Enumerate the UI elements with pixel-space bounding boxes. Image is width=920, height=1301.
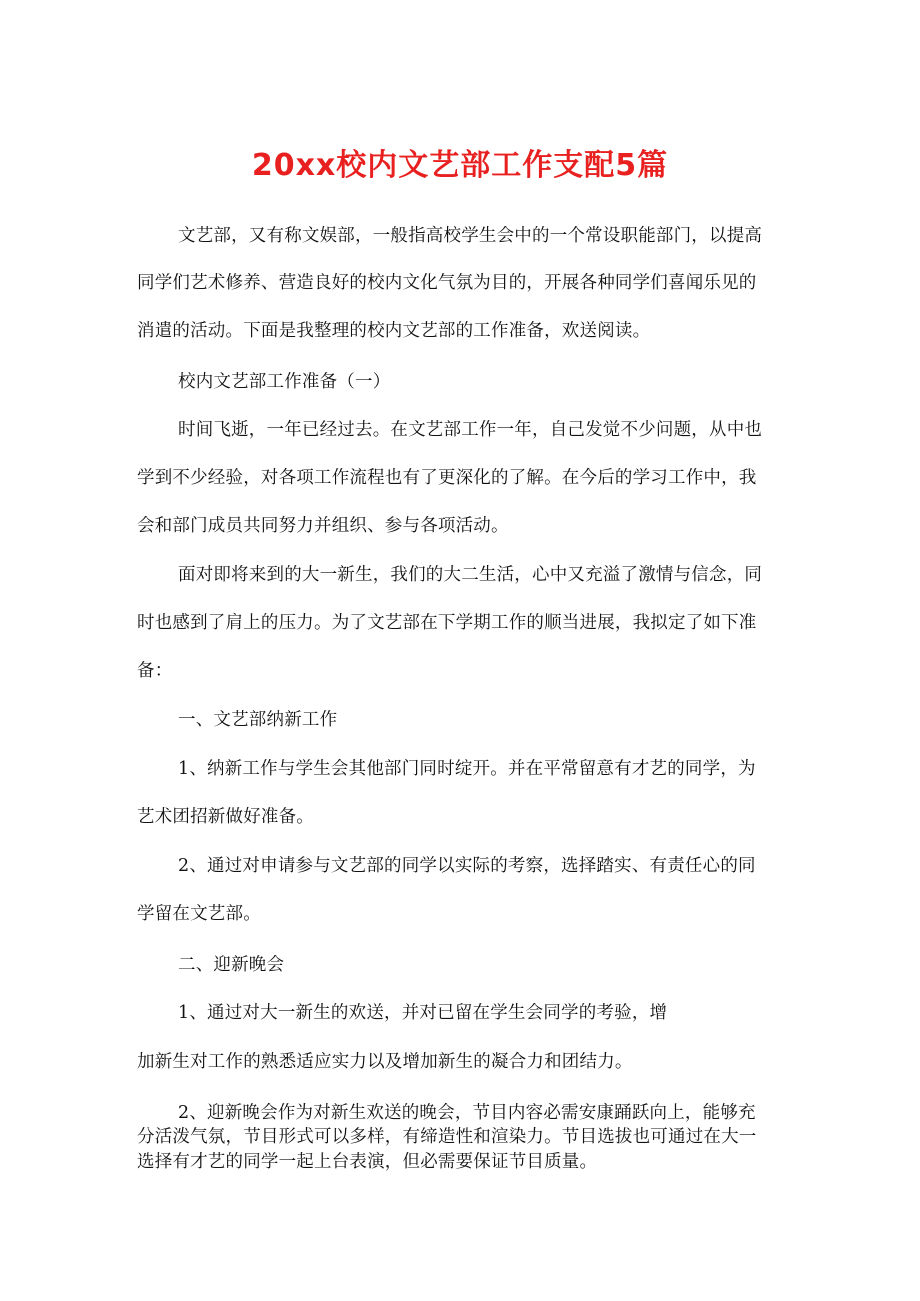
para-2-line-3: 备： — [137, 661, 173, 681]
item-2-2-line-1: 2、迎新晚会作为对新生欢送的晚会，节目内容必需安康踊跃向上，能够充 — [178, 1103, 756, 1123]
document-title: 20xx校内文艺部工作支配5篇 — [251, 148, 669, 183]
intro-line-2: 同学们艺术修养、营造良好的校内文化气氛为目的，开展各种同学们喜闻乐见的 — [137, 273, 757, 293]
item-1-1-line-2: 艺术团招新做好准备。 — [137, 807, 314, 827]
item-1-2-line-1: 2、通过对申请参与文艺部的同学以实际的考察，选择踏实、有责任心的同 — [178, 856, 756, 876]
item-2-1-line-1: 1、通过对大一新生的欢送，并对已留在学生会同学的考验，增 — [178, 1003, 668, 1023]
intro-line-3: 消遣的活动。下面是我整理的校内文艺部的工作准备，欢送阅读。 — [137, 321, 651, 341]
subheading-1: 一、文艺部纳新工作 — [178, 710, 338, 730]
para-1-line-1: 时间飞逝，一年已经过去。在文艺部工作一年，自己发觉不少问题，从中也 — [178, 420, 763, 440]
item-1-1-line-1: 1、纳新工作与学生会其他部门同时绽开。并在平常留意有才艺的同学，为 — [178, 759, 756, 779]
item-2-1-line-2: 加新生对工作的熟悉适应实力以及增加新生的凝合力和团结力。 — [137, 1052, 633, 1072]
item-2-2-line-3: 选择有才艺的同学一起上台表演，但必需要保证节目质量。 — [137, 1152, 598, 1172]
para-1-line-2: 学到不少经验，对各项工作流程也有了更深化的了解。在今后的学习工作中，我 — [137, 468, 757, 488]
para-2-line-2: 时也感到了肩上的压力。为了文艺部在下学期工作的顺当进展，我拟定了如下准 — [137, 613, 757, 633]
section-heading-1: 校内文艺部工作准备（一） — [178, 372, 391, 392]
item-1-2-line-2: 学留在文艺部。 — [137, 904, 261, 924]
intro-line-1: 文艺部，又有称文娱部，一般指高校学生会中的一个常设职能部门，以提高 — [178, 226, 763, 246]
subheading-2: 二、迎新晚会 — [178, 955, 285, 975]
para-1-line-3: 会和部门成员共同努力并组织、参与各项活动。 — [137, 516, 509, 536]
item-2-2-line-2: 分活泼气氛，节目形式可以多样，有缔造性和渲染力。节目选拔也可通过在大一 — [137, 1127, 757, 1147]
para-2-line-1: 面对即将来到的大一新生，我们的大二生活，心中又充溢了激情与信念，同 — [178, 565, 763, 585]
